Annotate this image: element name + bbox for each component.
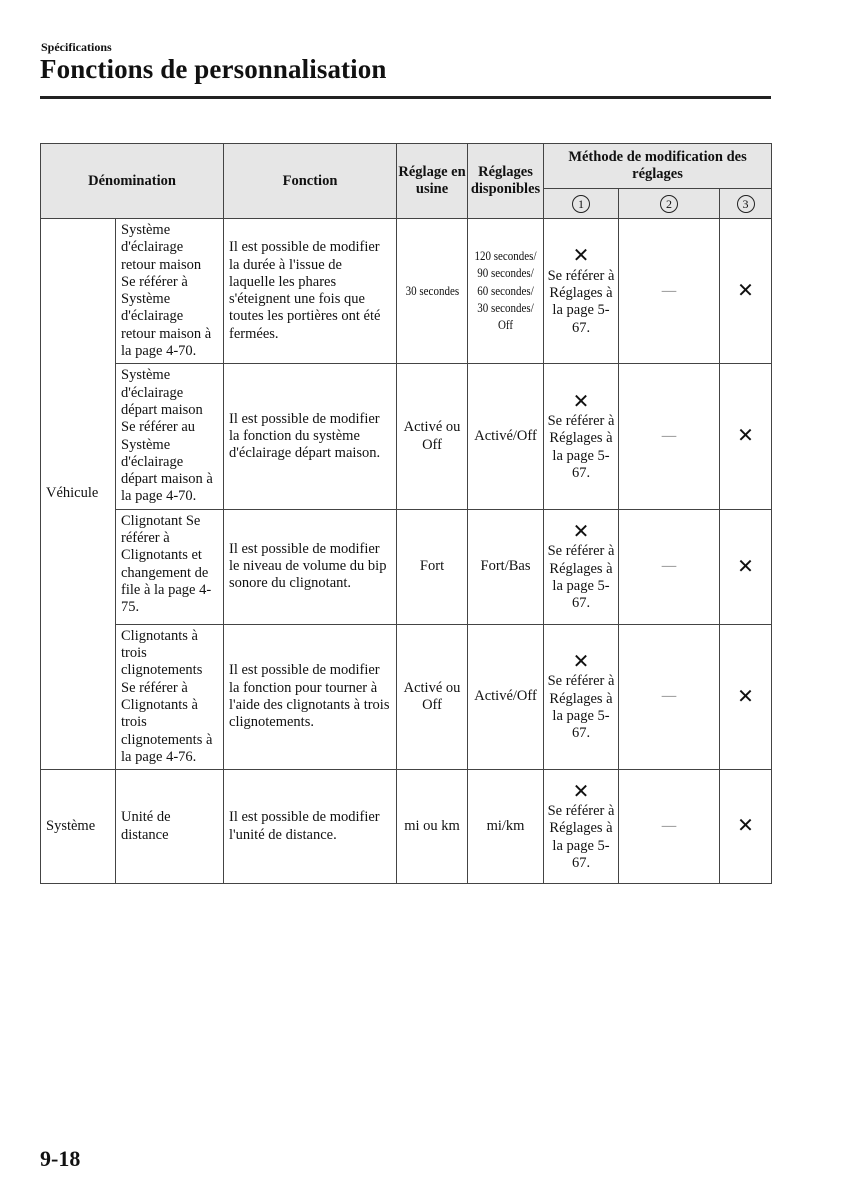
method-1-reference: Se référer à Réglages à la page 5-67.: [547, 543, 615, 612]
available-settings: Activé/Off: [468, 364, 544, 509]
method-1-cell: [544, 364, 619, 509]
title-rule: [40, 96, 771, 99]
setting-function: Il est possible de modifier l'unité de distance.: [224, 770, 397, 884]
section-label: Spécifications: [41, 40, 112, 54]
method-1-reference: Se référer à Réglages à la page 5-67.: [547, 803, 615, 872]
setting-name: Clignotants à trois clignotements Se référer à Clignotants à trois clignotements à la page 4-76.: [116, 624, 224, 769]
cross-icon: ✕: [737, 553, 754, 578]
cross-icon: ✕: [737, 813, 754, 838]
available-settings: Activé/Off: [468, 624, 544, 769]
factory-setting: Fort: [397, 509, 468, 624]
method-2-cell: —: [619, 770, 720, 884]
method-1-cell: [544, 219, 619, 364]
setting-name: Clignotant Se référer à Clignotants et changement de file à la page 4-75.: [116, 509, 224, 624]
header-fonction: Fonction: [224, 144, 397, 219]
method-3-cell: [720, 219, 772, 364]
header-method-2: [619, 189, 720, 219]
cross-icon: ✕: [572, 388, 590, 413]
circled-2-icon: 2: [660, 195, 678, 213]
method-2-cell: —: [619, 509, 720, 624]
available-settings: mi/km: [468, 770, 544, 884]
header-methode: Méthode de modification des réglages: [544, 144, 772, 189]
method-1-reference: Se référer à Réglages à la page 5-67.: [547, 673, 615, 742]
method-1-reference: Se référer à Réglages à la page 5-67.: [547, 267, 615, 336]
header-method-1: [544, 189, 619, 219]
available-settings: Fort/Bas: [468, 509, 544, 624]
method-1-reference: Se référer à Réglages à la page 5-67.: [547, 413, 615, 481]
setting-name: Système d'éclairage départ maison Se référer au Système d'éclairage départ maison à la page 4-70.: [116, 364, 224, 509]
setting-function: Il est possible de modifier la fonction du système d'éclairage départ maison.: [224, 364, 397, 509]
method-1-cell: [544, 770, 619, 884]
factory-setting: Activé ou Off: [397, 624, 468, 769]
page-number: 9-18: [40, 1146, 81, 1171]
method-2-cell: —: [619, 624, 720, 769]
setting-function: Il est possible de modifier la durée à l'issue de laquelle les phares s'éteignent une fois que toutes les portières ont été fermées.: [224, 219, 397, 364]
page-title: Fonctions de personnalisation: [40, 54, 387, 84]
header-reglage-usine: Réglage en usine: [397, 144, 468, 219]
cross-icon: ✕: [737, 278, 754, 303]
available-settings: 120 secondes/ 90 secondes/ 60 secondes/ 30 secondes/ Off: [468, 219, 544, 364]
cross-icon: ✕: [572, 649, 590, 674]
setting-name: Système d'éclairage retour maison Se référer à Système d'éclairage retour maison à la page 4-70.: [116, 219, 224, 364]
header-reglages-disponibles: Réglages disponibles: [468, 144, 544, 219]
method-3-cell: [720, 770, 772, 884]
factory-setting: mi ou km: [397, 770, 468, 884]
category-cell: Véhicule: [41, 219, 116, 770]
method-2-cell: —: [619, 364, 720, 509]
circled-1-icon: 1: [572, 195, 590, 213]
setting-function: Il est possible de modifier la fonction pour tourner à l'aide des clignotants à trois clignotements.: [224, 624, 397, 769]
method-1-cell: [544, 509, 619, 624]
cross-icon: ✕: [737, 683, 754, 708]
setting-name: Unité de distance: [116, 770, 224, 884]
method-3-cell: [720, 509, 772, 624]
cross-icon: ✕: [572, 243, 590, 268]
cross-icon: ✕: [737, 423, 754, 448]
customization-table: [40, 143, 772, 884]
method-1-cell: [544, 624, 619, 769]
header-method-3: [720, 189, 772, 219]
factory-setting: 30 secondes: [397, 219, 468, 364]
method-3-cell: [720, 364, 772, 509]
factory-setting: Activé ou Off: [397, 364, 468, 509]
circled-3-icon: 3: [737, 195, 755, 213]
category-cell: Système: [41, 770, 116, 884]
setting-function: Il est possible de modifier le niveau de volume du bip sonore du clignotant.: [224, 509, 397, 624]
cross-icon: ✕: [572, 519, 590, 543]
method-3-cell: [720, 624, 772, 769]
header-denomination: Dénomination: [41, 144, 224, 219]
method-2-cell: —: [619, 219, 720, 364]
cross-icon: ✕: [572, 778, 590, 803]
